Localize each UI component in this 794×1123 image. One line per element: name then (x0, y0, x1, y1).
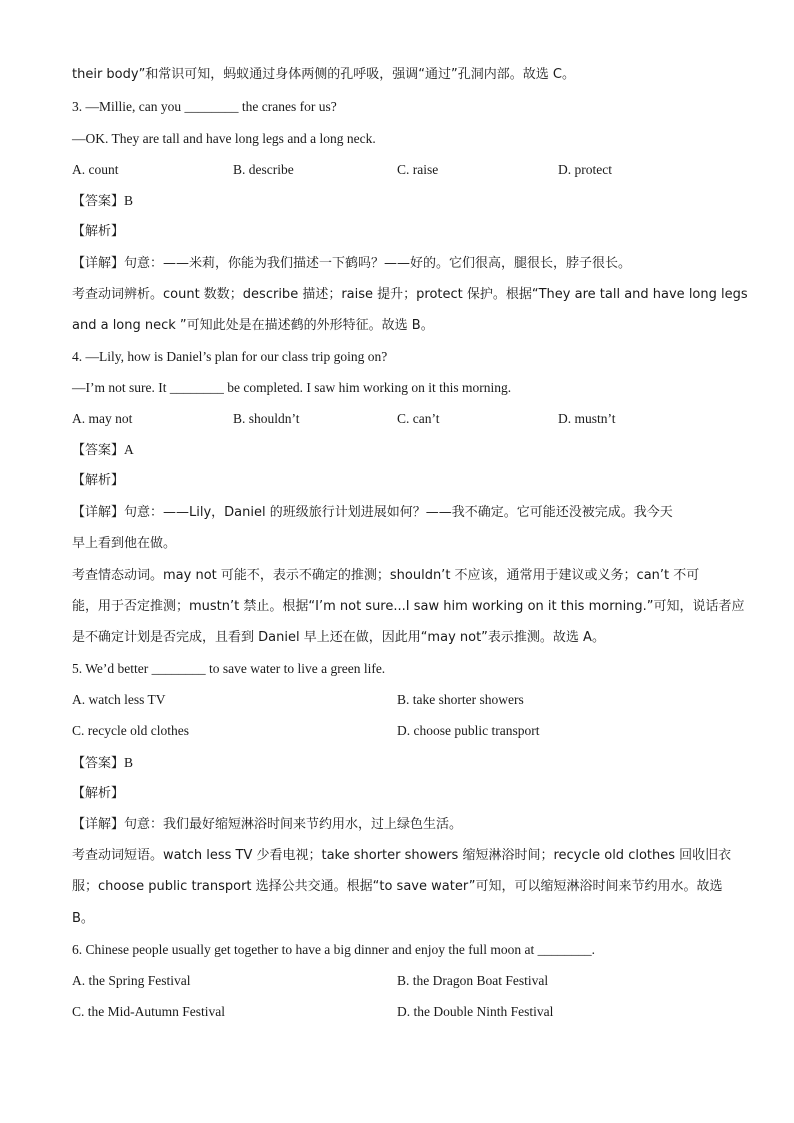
option-d: D. the Double Ninth Festival (397, 1004, 554, 1019)
option-c: C. raise (397, 162, 439, 177)
question-stem: 6. Chinese people usually get together to have a big dinner and enjoy the full moon at ________. (72, 942, 596, 957)
answer-label: 【答案】 (72, 756, 125, 771)
analysis-label: 【解析】 (72, 473, 125, 488)
option-b: B. the Dragon Boat Festival (397, 973, 549, 988)
detail-line: 服；choose public transport 选择公共交通。根据“to save water”可知，可以缩短淋浴时间来节约用水。故选 (72, 879, 723, 894)
answer-line (72, 754, 133, 773)
option-b: B. shouldn’t (233, 411, 300, 426)
answer-label: 【答案】 (72, 443, 125, 458)
answer-value: B (124, 755, 134, 770)
detail-line: 是不确定计划是否完成，且看到 Daniel 早上还在做，因此用“may not”表示推测。故选 A。 (72, 630, 605, 645)
option-c: C. the Mid-Autumn Festival (72, 1004, 225, 1019)
answer-label: 【答案】 (72, 194, 125, 209)
option-d: D. mustn’t (558, 411, 616, 426)
question-stem: 5. We’d better ________ to save water to live a green life. (72, 661, 386, 676)
detail-line: B。 (72, 911, 94, 926)
option-b: B. describe (233, 162, 294, 177)
answer-value: B (124, 193, 134, 208)
option-d: D. choose public transport (397, 723, 540, 738)
answer-line (72, 192, 133, 211)
detail-line: 考查情态动词。may not 可能不，表示不确定的推测；shouldn’t 不应该，通常用于建议或义务；can’t 不可 (72, 568, 700, 583)
detail-line: and a long neck ”可知此处是在描述鹤的外形特征。故选 B。 (72, 318, 434, 333)
answer-value: A (124, 442, 134, 457)
option-a: A. count (72, 162, 119, 177)
option-c: C. can’t (397, 411, 440, 426)
question-stem-reply: —I’m not sure. It ________ be completed. I saw him working on it this morning. (72, 380, 512, 395)
question-stem: 3. —Millie, can you ________ the cranes for us? (72, 99, 337, 114)
detail-line: 考查动词短语。watch less TV 少看电视；take shorter showers 缩短淋浴时间；recycle old clothes 回收旧衣 (72, 848, 732, 863)
detail-line: 能，用于否定推测；mustn’t 禁止。根据“I’m not sure...I saw him working on it this morning.”可知，说话者应 (72, 599, 745, 614)
option-b: B. take shorter showers (397, 692, 524, 707)
answer-line (72, 441, 134, 460)
analysis-label: 【解析】 (72, 786, 125, 801)
option-a: A. the Spring Festival (72, 973, 191, 988)
option-d: D. protect (558, 162, 612, 177)
question-stem: 4. —Lily, how is Daniel’s plan for our class trip going on? (72, 349, 388, 364)
analysis-label: 【解析】 (72, 224, 125, 239)
detail-line: 【详解】句意：我们最好缩短淋浴时间来节约用水，过上绿色生活。 (72, 817, 463, 832)
detail-line: 【详解】句意：——米莉，你能为我们描述一下鹤吗？——好的。它们很高，腿很长，脖子很长。 (72, 256, 632, 271)
detail-line: 【详解】句意：——Lily，Daniel 的班级旅行计划进展如何？——我不确定。它可能还没被完成。我今天 (72, 505, 673, 520)
option-a: A. watch less TV (72, 692, 166, 707)
detail-line: 考查动词辨析。count 数数；describe 描述；raise 提升；protect 保护。根据“They are tall and have long legs (72, 287, 748, 302)
detail-line: 早上看到他在做。 (72, 536, 177, 551)
option-a: A. may not (72, 411, 133, 426)
question-stem-reply: —OK. They are tall and have long legs and a long neck. (72, 131, 376, 146)
intro-line: their body”和常识可知，蚂蚁通过身体两侧的孔呼吸，强调“通过”孔洞内部。故选 C。 (72, 67, 575, 82)
option-c: C. recycle old clothes (72, 723, 189, 738)
